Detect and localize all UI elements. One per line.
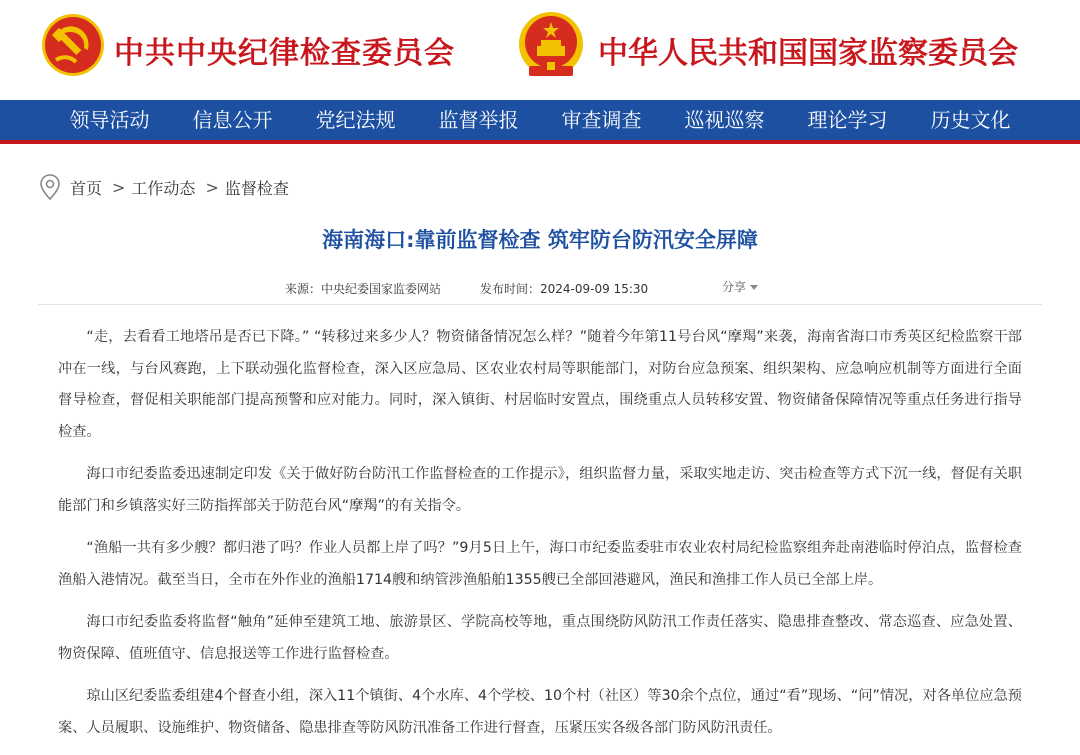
breadcrumb-supervision[interactable]: 监督检查 (224, 178, 289, 198)
cpc-commission-title[interactable]: 中共中央纪律检查委员会 (114, 36, 455, 71)
article-paragraph: “走，去看看工地塔吊是否已下降。” “转移过来多少人？物资储备情况怎么样？”随着今年第11号台风“摩羯”来袭，海南省海口市秀英区纪检监察干部冲在一线，与台风赛跑，上下联动强化监督检查，深入区应急局、区农业农村局等职能部门，对防台应急预案、组织架构、应急响应机制等方面进行全面督导检查，督促相关职能部门提高预警和应对能力。同时，深入镇街、村居临时安置点，围绕重点人员转移安置、物资储备保障情况等重点任务进行指导检查。 (58, 329, 1022, 440)
nav-item-regulations[interactable]: 党纪法规 (315, 108, 396, 132)
nav-red-stripe (0, 140, 1080, 144)
divider (38, 304, 1042, 305)
nav-item-leadership[interactable]: 领导活动 (69, 108, 150, 132)
chevron-down-icon (750, 285, 758, 290)
article-paragraph: 琼山区纪委监委组建4个督查小组，深入11个镇街、4个水库、4个学校、10个村（社区）等30余个点位，通过“看”现场、“问”情况，对各单位应急预案、人员履职、设施维护、物资储备、隐患排查等防风防汛准备工作进行督查，压紧压实各级各部门防风防汛责任。 (58, 688, 1022, 736)
nav-item-info-disclosure[interactable]: 信息公开 (192, 108, 273, 132)
article-publish-time: 发布时间：2024-09-09 15:30 (480, 282, 649, 296)
article-paragraph: 海口市纪委监委迅速制定印发《关于做好防台防汛工作监督检查的工作提示》，组织监督力量，采取实地走访、突击检查等方式下沉一线，督促有关职能部门和乡镇落实好三防指挥部关于防范台风“摩羯”的有关指令。 (58, 466, 1022, 514)
nav-item-report[interactable]: 监督举报 (438, 108, 519, 132)
main-nav (0, 100, 1080, 140)
site-header (0, 0, 1080, 100)
nsc-title[interactable]: 中华人民共和国国家监察委员会 (598, 36, 1018, 71)
article-meta (0, 278, 1080, 298)
party-emblem-icon (40, 12, 106, 78)
nav-item-history[interactable]: 历史文化 (930, 108, 1011, 132)
article-source: 来源：中央纪委国家监委网站 (285, 282, 442, 296)
nav-item-inspection[interactable]: 巡视巡察 (684, 108, 765, 132)
breadcrumb-separator: > (112, 177, 126, 197)
article-title: 海南海口:靠前监督检查 筑牢防台防汛安全屏障 (322, 228, 758, 252)
share-label: 分享 (722, 280, 747, 294)
breadcrumb (40, 172, 289, 202)
national-emblem-icon (517, 10, 585, 80)
breadcrumb-home[interactable]: 首页 (70, 178, 103, 198)
share-button[interactable] (722, 278, 758, 295)
breadcrumb-separator: > (205, 177, 219, 197)
article-paragraph: 海口市纪委监委将监督“触角”延伸至建筑工地、旅游景区、学院高校等地，重点围绕防风防汛工作责任落实、隐患排查整改、常态巡查、应急处置、物资保障、值班值守、信息报送等工作进行监督检查。 (58, 614, 1022, 662)
breadcrumb-work-news[interactable]: 工作动态 (131, 178, 196, 198)
nav-item-theory[interactable]: 理论学习 (807, 108, 888, 132)
nav-item-investigation[interactable]: 审查调查 (561, 108, 642, 132)
article-paragraph: “渔船一共有多少艘？都归港了吗？作业人员都上岸了吗？”9月5日上午，海口市纪委监委驻市农业农村局纪检监察组奔赴南港临时停泊点，监督检查渔船入港情况。截至当日，全市在外作业的渔船1714艘和纳管涉渔船舶1355艘已全部回港避风，渔民和渔排工作人员已全部上岸。 (58, 540, 1022, 588)
article-body (58, 322, 1022, 755)
location-pin-icon (40, 174, 60, 200)
